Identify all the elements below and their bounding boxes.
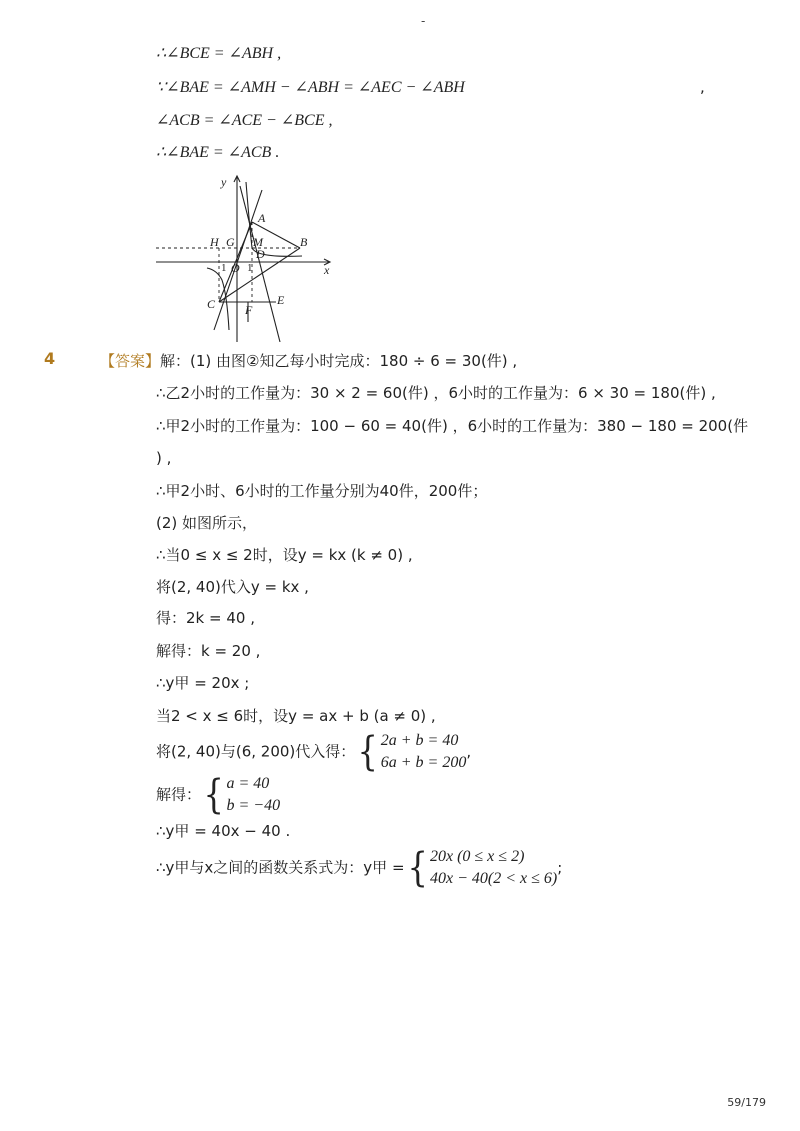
answer-line-8: 将(2, 40)代入y = kx , [156,578,309,596]
label-A: A [258,211,266,225]
system-2 [156,773,280,817]
system-3-suffix: ; [557,858,563,877]
label-one-right: 1 [247,262,253,274]
system-3-brace: { [407,845,428,891]
answer-line-11: ∴y甲 = 20x ; [156,674,250,692]
label-M: M [253,235,263,249]
system-1-suffix: , [466,742,472,761]
system-2-prefix: 解得： [156,785,202,804]
system-1-eq2: 6a + b = 200 [380,754,467,771]
system-1-eq1: 2a + b = 40 [380,732,459,749]
answer-line-7: ∴当0 ≤ x ≤ 2时，设y = kx (k ≠ 0) , [156,546,413,564]
answer-tag: 【答案】 [100,352,161,370]
answer-line-9: 得：2k = 40 , [156,609,255,627]
answer-first-line [100,351,517,371]
label-C: C [207,297,216,311]
system-1-prefix: 将(2, 40)与(6, 200)代入得： [156,742,356,761]
proof-line-4: ∴∠BAE = ∠ACB . [156,144,280,161]
label-B: B [300,235,308,249]
system-1-brace: { [357,729,379,775]
answer-line-6: (2) 如图所示， [156,514,258,532]
answer-line-10: 解得：k = 20 , [156,642,261,660]
system-2-brace: { [203,772,224,818]
answer-result: ∴y甲 = 40x − 40 . [156,822,291,840]
system-1 [156,730,471,774]
line-through-A [214,190,262,330]
label-y: y [221,175,227,189]
label-F: F [245,303,253,317]
label-G: G [226,235,235,249]
system-2-equations [226,773,280,817]
label-D: D [256,247,265,261]
proof-line-2-comma: , [700,78,705,96]
label-one-left: 1 [221,262,227,274]
label-O: O [231,261,240,275]
label-x: x [324,263,330,277]
system-3 [156,846,562,890]
proof-line-2: ∵∠BAE = ∠AMH − ∠ABH = ∠AEC − ∠ABH [156,79,465,96]
label-H: H [210,235,219,249]
proof-line-3: ∠ACB = ∠ACE − ∠BCE , [156,112,333,129]
system-3-eq1: 20x (0 ≤ x ≤ 2) [429,848,525,865]
proof-line-1: ∴∠BCE = ∠ABH , [156,45,282,62]
geometry-figure [152,170,342,342]
system-3-equations [430,846,557,890]
answer-line-3: ∴甲2小时的工作量为：100 − 60 = 40(件) ，6小时的工作量为：380 − 180 = 200(件 [156,417,749,435]
system-2-eq2: b = −40 [226,797,281,814]
system-2-eq1: a = 40 [226,775,270,792]
question-number: 4 [44,349,56,368]
answer-line-12: 当2 < x ≤ 6时，设y = ax + b (a ≠ 0) , [156,707,436,725]
label-E: E [277,293,285,307]
answer-line-2: ∴乙2小时的工作量为：30 × 2 = 60(件) ，6小时的工作量为：6 × 30 = 180(件) , [156,384,716,402]
page-number: 59/179 [727,1096,766,1109]
header-mark: - [421,14,426,28]
answer-line-5: ∴甲2小时、6小时的工作量分别为40件，200件； [156,482,488,500]
system-3-eq2: 40x − 40(2 < x ≤ 6) [429,870,558,887]
system-3-prefix: ∴y甲与x之间的函数关系式为：y甲 = [156,858,405,877]
line-AE [240,186,280,342]
answer-line-4: ) , [156,449,172,467]
system-1-equations [381,730,467,774]
answer-line-1: 解：(1) 由图②知乙每小时完成：180 ÷ 6 = 30(件) , [160,352,518,370]
